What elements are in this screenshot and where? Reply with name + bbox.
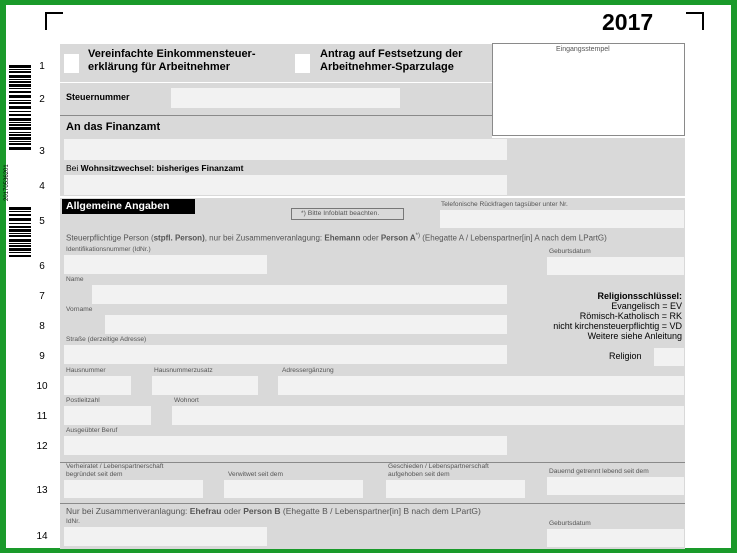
verwitwet-caption: Verwitwet seit dem xyxy=(228,471,283,478)
barcode-bar xyxy=(9,243,31,244)
steuernummer-input[interactable] xyxy=(171,88,400,108)
telefon-input[interactable] xyxy=(440,210,684,228)
person-a-text-bold: Ehemann xyxy=(324,233,361,243)
barcode-bar xyxy=(9,255,31,257)
row-number: 1 xyxy=(39,61,45,72)
barcode-bar xyxy=(9,88,31,89)
verwitwet-input[interactable] xyxy=(224,480,363,498)
barcode-bar xyxy=(9,106,31,109)
barcode-bar xyxy=(9,235,31,237)
title-right-line2: Arbeitnehmer-Sparzulage xyxy=(320,61,454,73)
barcode-bar xyxy=(9,211,31,212)
title-right-line1: Antrag auf Festsetzung der xyxy=(320,48,463,60)
corner-mark-top-right xyxy=(686,12,704,30)
hausnummerzusatz-input[interactable] xyxy=(152,376,258,395)
row-number: 7 xyxy=(39,291,45,302)
row-number: 9 xyxy=(39,351,45,362)
person-a-text: oder xyxy=(360,233,381,243)
barcode-bar xyxy=(9,91,31,93)
geschieden-caption-2: aufgehoben seit dem xyxy=(388,471,450,478)
title-left-line2: erklärung für Arbeitnehmer xyxy=(88,61,231,73)
barcode-bar xyxy=(9,132,31,133)
steuernummer-label: Steuernummer xyxy=(66,92,130,102)
barcode-bar xyxy=(9,239,31,242)
allgemeine-angaben-title: Allgemeine Angaben xyxy=(66,200,170,212)
idnr-b-caption: IdNr. xyxy=(66,518,80,525)
verheiratet-input[interactable] xyxy=(64,480,203,498)
religion-label: Religion xyxy=(609,351,642,361)
wohnsitzwechsel-label xyxy=(66,163,243,173)
row-number: 2 xyxy=(39,94,45,105)
geschieden-caption-1: Geschieden / Lebenspartnerschaft xyxy=(388,463,489,470)
barcode-bar xyxy=(9,207,31,210)
person-a-text-bold: Person A xyxy=(380,233,416,243)
vorname-input[interactable] xyxy=(105,315,507,334)
verheiratet-caption-2: begründet seit dem xyxy=(66,471,123,478)
vorname-caption: Vorname xyxy=(66,306,93,313)
barcode-bar xyxy=(9,118,31,121)
corner-mark-top-left xyxy=(45,12,63,30)
postleitzahl-caption: Postleitzahl xyxy=(66,397,100,404)
barcode-bar xyxy=(9,111,31,112)
wohnort-input[interactable] xyxy=(172,406,684,425)
postleitzahl-input[interactable] xyxy=(64,406,151,425)
person-a-text: (Ehegatte A / Lebenspartner[in] A nach dem LPartG) xyxy=(420,233,607,243)
strasse-input[interactable] xyxy=(64,345,507,364)
row-number: 14 xyxy=(36,531,48,542)
tax-form-sheet xyxy=(6,5,731,548)
bisheriges-finanzamt-input[interactable] xyxy=(64,175,507,195)
person-a-text: Steuerpflichtige Person ( xyxy=(66,233,154,243)
barcode-bar xyxy=(9,75,31,78)
barcode-bar xyxy=(9,124,31,126)
beruf-caption: Ausgeübter Beruf xyxy=(66,427,118,434)
row-number: 5 xyxy=(39,216,45,227)
name-caption: Name xyxy=(66,276,84,283)
geschieden-input[interactable] xyxy=(386,480,525,498)
person-b-text-bold: Person B xyxy=(243,506,281,516)
row-number: 12 xyxy=(36,441,48,452)
person-b-text-bold: Ehefrau xyxy=(189,506,222,516)
hausnummer-caption: Hausnummer xyxy=(66,367,106,374)
row-number: 11 xyxy=(36,411,48,422)
barcode-bar xyxy=(9,127,31,130)
barcode-number: 20170536201 xyxy=(4,164,10,201)
getrennt-caption: Dauernd getrennt lebend seit dem xyxy=(549,468,649,475)
row-number: 4 xyxy=(39,181,45,192)
finanzamt-input[interactable] xyxy=(64,139,507,160)
geburtsdatum-caption: Geburtsdatum xyxy=(549,248,591,255)
person-b-text: Nur bei Zusammenveranlagung: xyxy=(66,506,190,516)
barcode-bar xyxy=(9,245,31,247)
person-b-text: (Ehegatte B / Lebenspartner[in] B nach dem LPartG) xyxy=(280,506,481,516)
identifikationsnummer-input[interactable] xyxy=(64,255,267,274)
barcode-bar xyxy=(9,84,31,87)
barcode-bar xyxy=(9,137,31,140)
an-das-finanzamt-label: An das Finanzamt xyxy=(66,121,161,133)
barcode-bar xyxy=(9,229,31,232)
verheiratet-caption-1: Verheiratet / Lebenspartnerschaft xyxy=(66,463,164,470)
religion-legend-ev: Evangelisch = EV xyxy=(611,301,682,311)
barcode-bar xyxy=(9,252,31,253)
adressergaenzung-input[interactable] xyxy=(278,376,684,395)
barcode-bar xyxy=(9,114,31,116)
barcode-bar xyxy=(9,134,31,136)
checkbox-sparzulage[interactable] xyxy=(295,54,310,73)
beruf-input[interactable] xyxy=(64,436,507,455)
hausnummer-input[interactable] xyxy=(64,376,131,395)
infoblatt-note: *) Bitte Infoblatt beachten. xyxy=(301,210,380,217)
row-number: 6 xyxy=(39,261,45,272)
person-a-heading xyxy=(66,233,607,243)
barcode-bar xyxy=(9,143,31,145)
person-b-text: oder xyxy=(221,506,244,516)
title-left-line1: Vereinfachte Einkommensteuer- xyxy=(88,48,256,60)
person-a-text-bold: stpfl. Person) xyxy=(153,233,205,243)
religion-legend-rk: Römisch-Katholisch = RK xyxy=(579,311,682,321)
wohnsitzwechsel-bold: Wohnsitzwechsel: bisheriges Finanzamt xyxy=(80,163,244,173)
geburtsdatum-input[interactable] xyxy=(547,257,684,275)
person-a-text: , nur bei Zusammenveranlagung: xyxy=(204,233,325,243)
barcode-bar xyxy=(9,248,31,251)
person-a-footnote: *) xyxy=(415,233,421,239)
checkbox-vereinfachte-erklaerung[interactable] xyxy=(64,54,79,73)
eingangsstempel-box xyxy=(492,43,685,136)
row-number: 10 xyxy=(36,381,48,392)
religion-legend-vd: nicht kirchensteuerpflichtig = VD xyxy=(553,321,682,331)
row-number: 3 xyxy=(39,146,45,157)
form-year: 2017 xyxy=(602,9,654,35)
barcode-bar xyxy=(9,233,31,234)
religion-input[interactable] xyxy=(654,348,684,366)
person-b-heading xyxy=(66,506,481,516)
religion-legend-title: Religionsschlüssel: xyxy=(597,291,682,301)
barcode-bar xyxy=(9,122,31,123)
wohnort-caption: Wohnort xyxy=(174,397,199,404)
hausnummerzusatz-caption: Hausnummerzusatz xyxy=(154,367,213,374)
wohnsitzwechsel-prefix: Bei xyxy=(66,163,81,173)
eingangsstempel-label: Eingangsstempel xyxy=(556,46,610,53)
religion-legend-more: Weitere siehe Anleitung xyxy=(587,331,682,341)
barcode-bar xyxy=(9,141,31,142)
barcode xyxy=(9,65,31,150)
adressergaenzung-caption: Adressergänzung xyxy=(282,367,334,374)
idnr-caption: Identifikationsnummer (IdNr.) xyxy=(66,246,151,253)
name-input[interactable] xyxy=(92,285,507,304)
strasse-caption: Straße (derzeitige Adresse) xyxy=(66,336,147,343)
geburtsdatum-b-caption: Geburtsdatum xyxy=(549,520,591,527)
barcode-bar xyxy=(9,79,31,80)
row-number: 8 xyxy=(39,321,45,332)
getrennt-input[interactable] xyxy=(547,477,684,495)
idnr-b-input[interactable] xyxy=(64,527,267,546)
row-number: 13 xyxy=(36,485,48,496)
telefon-caption: Telefonische Rückfragen tagsüber unter Nr. xyxy=(441,201,568,208)
barcode-bar xyxy=(9,81,31,83)
barcode-lower xyxy=(9,207,31,257)
geburtsdatum-b-input[interactable] xyxy=(547,529,684,547)
